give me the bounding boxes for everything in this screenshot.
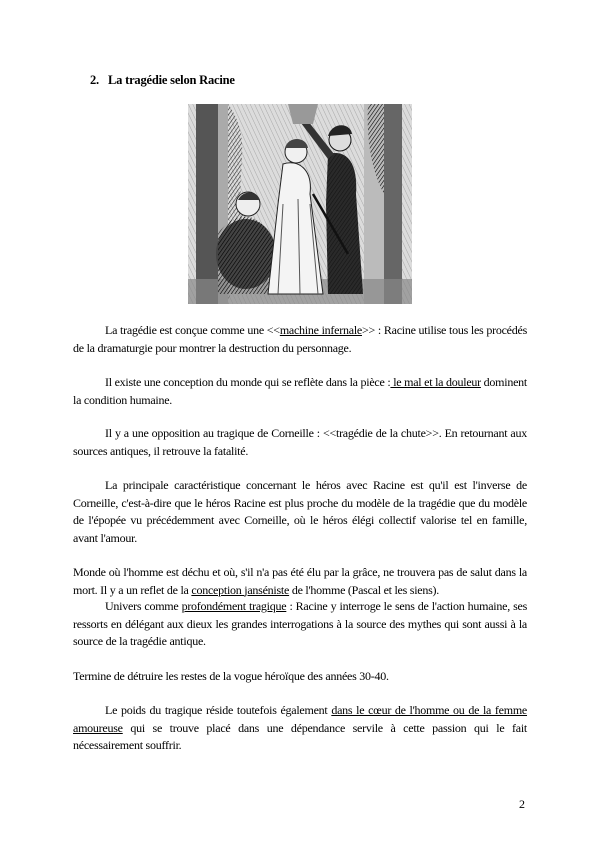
p1-text-b: >> : Racine utilise tous les procédés de la dramaturgie pour montrer la destruction du personnage.	[73, 323, 527, 355]
p2-text-a: Il existe une conception du monde qui se reflète dans la pièce :	[105, 375, 391, 389]
p2-underlined: le mal et la douleur	[390, 375, 481, 389]
section-heading	[90, 73, 235, 88]
p1-underlined: machine infernale	[279, 323, 362, 337]
engraving-illustration	[188, 104, 412, 304]
paragraph-4: La principale caractéristique concernant le héros avec Racine est qu'il est l'inverse de Corneille, c'est-à-dire que le héros Racine est plus proche du modèle de la tragédie que du modèle de l'épopée vu précédemment avec Corneille, où le héros élégi collectif valorise tel en famille, avant l'amour.	[73, 478, 527, 545]
section-title: La tragédie selon Racine	[108, 73, 235, 87]
paragraph-6	[73, 598, 527, 651]
p5-underlined: conception janséniste	[191, 582, 290, 597]
p6-text-b: : Racine y interroge le sens de l'action humaine, ses ressorts en délégant aux dieux les grandes interrogations à la source des mythes qui sont aussi à la source de la tragédie antique.	[73, 599, 527, 648]
p8-text-a: Le poids du tragique réside toutefois également	[105, 703, 332, 717]
section-number: 2.	[90, 73, 99, 87]
p8-text-b: qui se trouve placé dans une dépendance servile à cette passion qui le fait nécessairement souffrir.	[73, 720, 527, 752]
p5-text-a: Monde où l'homme est déchu et où, s'il n'a pas été élu par la grâce, ne trouvera pas de salut dans la mort. Il y a un reflet de la	[73, 565, 527, 597]
p6-text-a: Univers comme	[105, 599, 182, 613]
paragraph-2	[73, 374, 527, 409]
engraving-icon	[188, 104, 412, 304]
p5-text-b: de l'homme (Pascal et les siens).	[289, 582, 440, 597]
p2-text-b: dominent la condition humaine.	[73, 375, 528, 407]
p1-text-a: La tragédie est conçue comme une <<	[105, 323, 280, 337]
page-number: 2	[519, 797, 525, 811]
paragraph-5	[73, 564, 527, 599]
p6-underlined: profondément tragique	[181, 599, 287, 613]
paragraph-7: Termine de détruire les restes de la vogue héroïque des années 30-40.	[73, 669, 389, 683]
paragraph-8	[73, 702, 527, 755]
paragraph-3: Il y a une opposition au tragique de Corneille : <<tragédie de la chute>>. En retournant aux sources antiques, il retrouve la fatalité.	[73, 426, 527, 458]
p8-underlined: dans le cœur de l'homme ou de la femme amoureuse	[73, 703, 528, 735]
paragraph-1	[73, 322, 527, 357]
